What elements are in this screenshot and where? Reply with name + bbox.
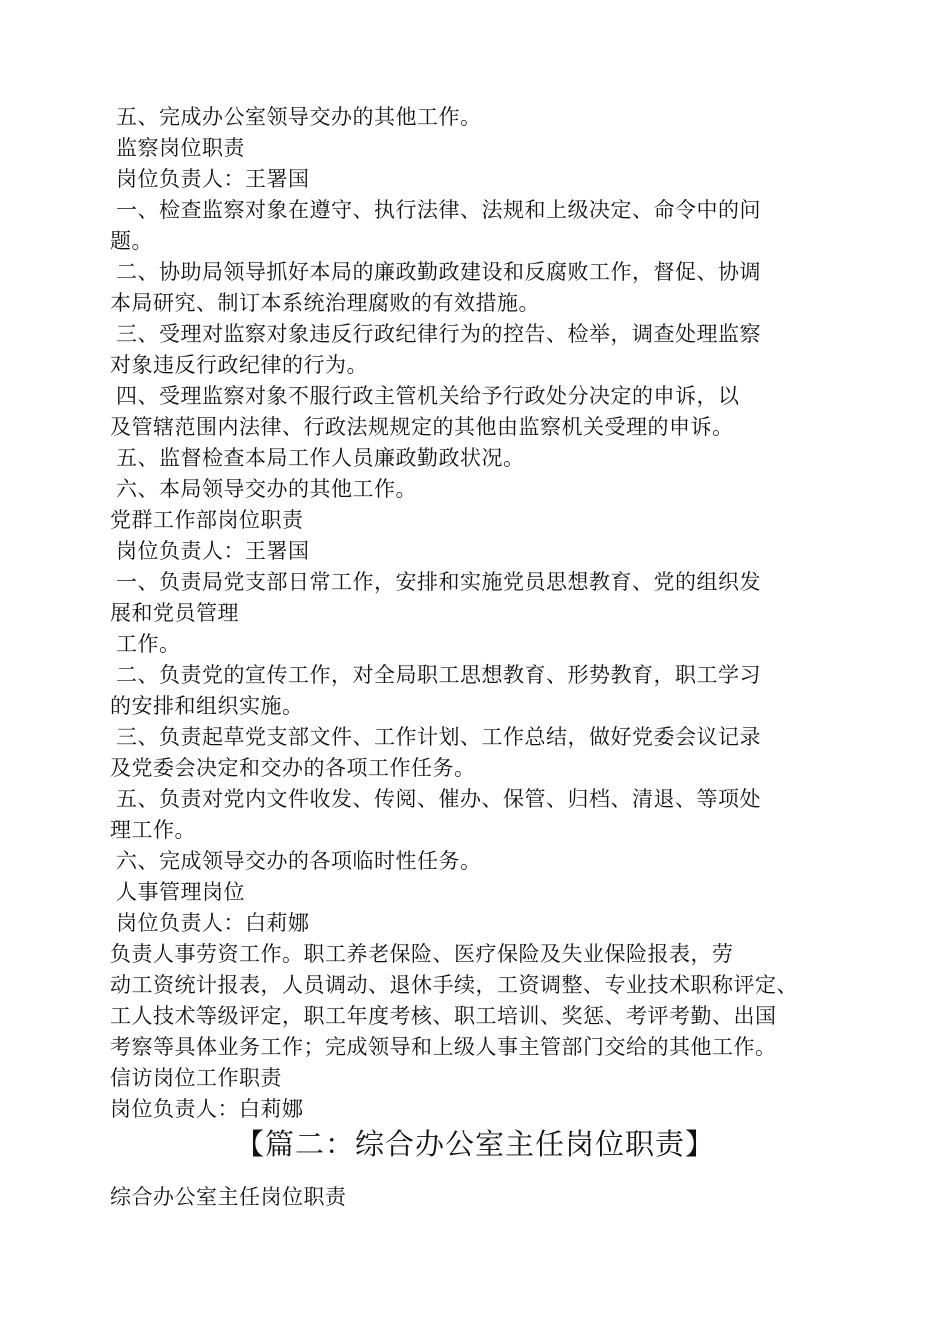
section-subtitle: 综合办公室主任岗位职责 (110, 1185, 347, 1209)
text-line: 一、检查监察对象在遵守、执行法律、法规和上级决定、命令中的问 (116, 198, 761, 222)
text-line: 二、负责党的宣传工作，对全局职工思想教育、形势教育，职工学习 (116, 663, 761, 687)
text-line: 四、受理监察对象不服行政主管机关给予行政处分决定的申诉，以 (116, 384, 740, 408)
text-line: 五、完成办公室领导交办的其他工作。 (116, 105, 482, 129)
section-title-supervision: 监察岗位职责 (116, 136, 245, 160)
text-line: 理工作。 (110, 818, 196, 842)
text-line: 六、本局领导交办的其他工作。 (116, 477, 417, 501)
text-line: 动工资统计报表，人员调动、退休手续，工资调整、专业技术职称评定、 (110, 973, 798, 997)
text-line: 考察等具体业务工作；完成领导和上级人事主管部门交给的其他工作。 (110, 1035, 777, 1059)
text-line: 工人技术等级评定，职工年度考核、职工培训、奖惩、考评考勤、出国 (110, 1004, 777, 1028)
text-line: 负责人事劳资工作。职工养老保险、医疗保险及失业保险报表，劳 (110, 942, 734, 966)
responsible-person: 岗位负责人：王署国 (116, 539, 310, 563)
responsible-person: 岗位负责人：白莉娜 (116, 911, 310, 935)
text-line: 三、受理对监察对象违反行政纪律行为的控告、检举，调查处理监察 (116, 322, 761, 346)
responsible-person: 岗位负责人：白莉娜 (110, 1097, 304, 1121)
text-line: 二、协助局领导抓好本局的廉政勤政建设和反腐败工作，督促、协调 (116, 260, 761, 284)
text-line: 三、负责起草党支部文件、工作计划、工作总结，做好党委会议记录 (116, 725, 761, 749)
text-line: 对象违反行政纪律的行为。 (110, 353, 368, 377)
text-line: 一、负责局党支部日常工作，安排和实施党员思想教育、党的组织发 (116, 570, 761, 594)
text-line: 的安排和组织实施。 (110, 694, 304, 718)
text-line: 五、监督检查本局工作人员廉政勤政状况。 (116, 446, 525, 470)
section-heading: 【篇二：综合办公室主任岗位职责】 (234, 1127, 715, 1161)
text-line: 五、负责对党内文件收发、传阅、催办、保管、归档、清退、等项处 (116, 787, 761, 811)
responsible-person: 岗位负责人：王署国 (116, 167, 310, 191)
text-line: 及党委会决定和交办的各项工作任务。 (110, 756, 476, 780)
text-line: 题。 (110, 229, 153, 253)
section-title-petition: 信访岗位工作职责 (110, 1066, 282, 1090)
text-line: 及管辖范围内法律、行政法规规定的其他由监察机关受理的申诉。 (110, 415, 734, 439)
text-line: 展和党员管理 (110, 601, 239, 625)
section-title-party: 党群工作部岗位职责 (110, 508, 304, 532)
text-line: 六、完成领导交办的各项临时性任务。 (116, 849, 482, 873)
text-line: 本局研究、制订本系统治理腐败的有效措施。 (110, 291, 540, 315)
text-line: 工作。 (116, 632, 181, 656)
section-title-personnel: 人事管理岗位 (116, 880, 245, 904)
